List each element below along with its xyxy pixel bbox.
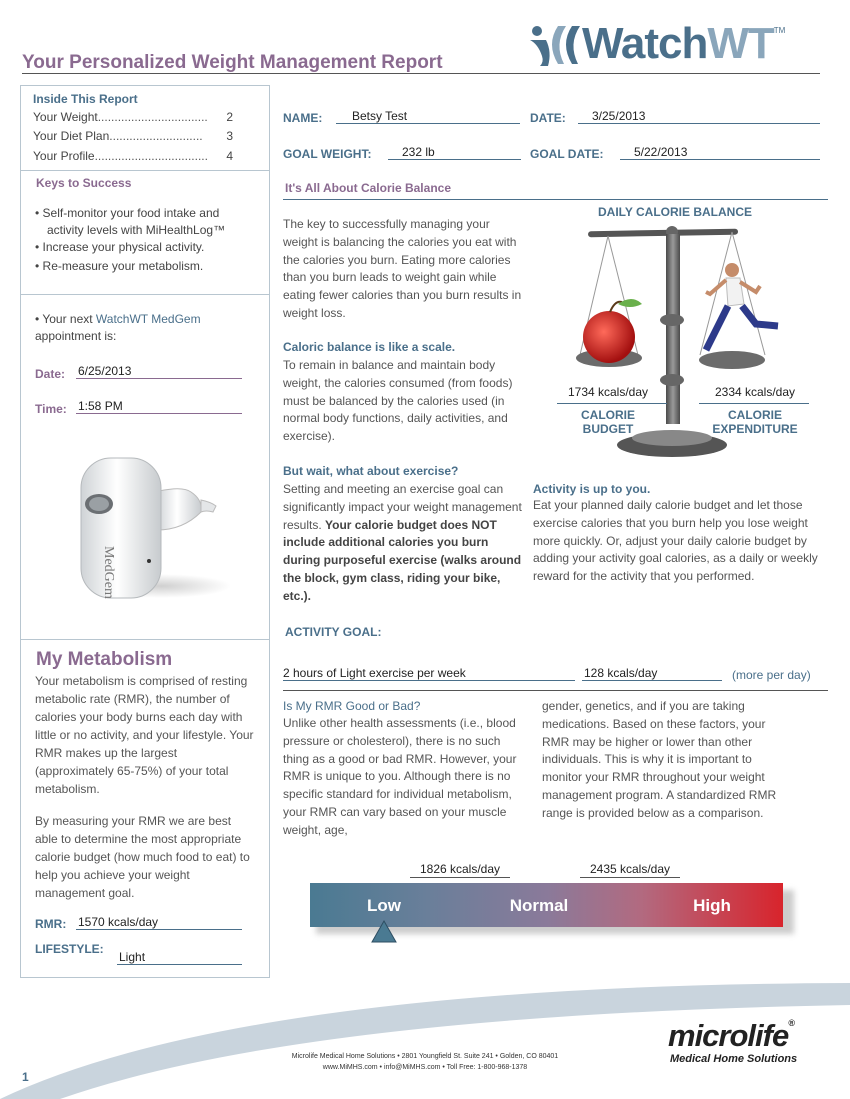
appointment-date-value: 6/25/2013 — [76, 364, 242, 379]
watchwt-figure-icon — [528, 22, 582, 66]
goal-date-value: 5/22/2013 — [620, 145, 820, 160]
page-number: 1 — [22, 1070, 29, 1084]
key-bullet: • Self-monitor your food intake and — [35, 206, 220, 220]
name-value: Betsy Test — [336, 109, 520, 124]
rmr-value: 1570 kcals/day — [76, 915, 242, 930]
toc-row — [33, 110, 233, 124]
metabolism-title: My Metabolism — [36, 649, 173, 670]
logo-wordmark — [582, 19, 774, 68]
logo-accent: WT — [707, 19, 774, 68]
high-threshold: 2435 kcals/day — [589, 862, 671, 876]
appointment-time-label: Time: — [35, 402, 67, 416]
date-label: DATE: — [530, 111, 566, 125]
toc-page: 2 — [226, 110, 233, 124]
metabolism-paragraph-2: By measuring your RMR we are best able to determine the most appropriate calorie budget (how much food to eat) to help you achieve your weight management goal. — [35, 814, 250, 900]
budget-label-line-1: CALORIE — [581, 408, 635, 422]
toc-row — [33, 149, 233, 163]
inside-report-title: Inside This Report — [33, 92, 138, 106]
lifestyle-value: Light — [117, 950, 242, 965]
budget-label-line-2: BUDGET — [582, 422, 634, 436]
key-bullet: • Re-measure your metabolism. — [35, 259, 204, 273]
toc-page: 4 — [226, 149, 233, 163]
toc-label: Your Diet Plan — [33, 129, 110, 143]
sidebar-divider — [21, 294, 269, 295]
balance-section-title: It's All About Calorie Balance — [285, 181, 451, 195]
toc-label: Your Weight — [33, 110, 98, 124]
activity-goal-note: (more per day) — [732, 668, 811, 682]
appointment-suffix: appointment is: — [35, 329, 117, 343]
goal-date-label: GOAL DATE: — [530, 147, 604, 161]
footer-address-line-2: www.MiMHS.com • info@MiMHS.com • Toll Free: 1-800-968-1378 — [322, 1064, 528, 1071]
metabolism-paragraph-1: Your metabolism is comprised of resting metabolic rate (RMR), the number of calories your body burns each day with little or no activity, and your lifestyle. Your RMR makes up the largest (approximately 65-75%) of your total metabolism. — [35, 674, 254, 796]
sidebar-divider — [21, 639, 269, 640]
name-label: NAME: — [283, 111, 323, 125]
toc-dots: .................................. — [94, 149, 208, 163]
sidebar — [20, 85, 270, 978]
scale-heading: Caloric balance is like a scale. — [283, 340, 456, 354]
rmr-heading: Is My RMR Good or Bad? — [283, 699, 421, 713]
logo-trademark: TM — [773, 26, 786, 35]
microlife-subtitle: Medical Home Solutions — [670, 1053, 798, 1065]
device-label: MedGem — [101, 546, 116, 599]
goal-weight-value: 232 lb — [388, 145, 521, 160]
footer-address — [255, 1051, 595, 1073]
lifestyle-label: LIFESTYLE: — [35, 942, 104, 956]
microlife-logo — [668, 1018, 794, 1054]
expenditure-label-line-1: CALORIE — [728, 408, 782, 422]
report-title: Your Personalized Weight Management Report — [22, 52, 443, 73]
key-bullet-continued: activity levels with MiHealthLog™ — [47, 223, 226, 237]
appointment-link: WatchWT MedGem — [95, 312, 201, 326]
logo-main: Watch — [582, 19, 708, 68]
exercise-text-plain: Setting and meeting an exercise goal can significantly impact your weight management results. — [283, 482, 522, 532]
appointment-date-label: Date: — [35, 367, 66, 381]
section-rule — [283, 690, 828, 691]
budget-underline — [557, 403, 667, 404]
expenditure-label-line-2: EXPENDITURE — [712, 422, 798, 436]
activity-text: Eat your planned daily calorie budget and let those exercise calories that you burn help you lose weight more quickly. Or, adjust your daily calorie budget by adding your activity goal calories, as a daily or weekly reward for the activity that you performed. — [533, 498, 818, 584]
microlife-wordmark: microlife — [668, 1018, 789, 1053]
expenditure-underline — [699, 403, 809, 404]
activity-goal-kcals: 128 kcals/day — [582, 666, 722, 681]
appointment-text — [35, 311, 255, 345]
range-high-label: High — [693, 896, 731, 915]
medgem-device-image — [71, 446, 231, 606]
sidebar-divider — [21, 170, 269, 171]
low-threshold: 1826 kcals/day — [419, 862, 501, 876]
exercise-text-bold: Your calorie budget does NOT include additional calories you burn during purposeful exercise (walks around the block, gym class, riding your bike, etc.). — [283, 517, 522, 603]
scale-text: To remain in balance and maintain body weight, the calories consumed (from foods) must be balanced by the calories used (in normal body functions, daily activities, and exercise). — [283, 358, 513, 444]
toc-dots: ............................ — [109, 129, 203, 143]
budget-label — [557, 408, 659, 436]
diagram-title: DAILY CALORIE BALANCE — [597, 205, 752, 219]
appointment-prefix: • Your next — [35, 312, 96, 326]
watchwt-logo — [528, 19, 786, 68]
rmr-label: RMR: — [35, 917, 67, 931]
range-low-label: Low — [367, 896, 401, 915]
activity-heading: Activity is up to you. — [533, 482, 651, 496]
expenditure-value: 2334 kcals/day — [714, 385, 796, 399]
apple-icon — [583, 311, 635, 363]
date-value: 3/25/2013 — [578, 109, 820, 124]
title-rule — [22, 73, 820, 74]
toc-label: Your Profile — [33, 149, 95, 163]
rmr-column-2: gender, genetics, and if you are taking medications. Based on these factors, your RMR may be higher or lower than other individuals. This is why it is important to monitor your RMR throughout your weight management program. A standardized RMR range is provided below as a comparison. — [542, 699, 777, 820]
high-threshold-underline — [580, 877, 680, 878]
exercise-text — [283, 481, 523, 606]
goal-weight-label: GOAL WEIGHT: — [283, 147, 372, 161]
activity-goal-label: ACTIVITY GOAL: — [285, 625, 382, 639]
low-threshold-underline — [410, 877, 510, 878]
exercise-heading: But wait, what about exercise? — [283, 464, 459, 478]
activity-goal-value: 2 hours of Light exercise per week — [283, 666, 575, 681]
toc-row — [33, 129, 233, 143]
toc-page: 3 — [226, 129, 233, 143]
appointment-time-value: 1:58 PM — [76, 399, 242, 414]
runner-icon — [706, 263, 778, 350]
range-normal-label: Normal — [509, 896, 569, 915]
key-bullet: • Increase your physical activity. — [35, 240, 205, 254]
budget-value: 1734 kcals/day — [567, 385, 649, 399]
expenditure-label — [700, 408, 810, 436]
rmr-marker-triangle-icon — [371, 920, 397, 944]
balance-intro: The key to successfully managing your weight is balancing the calories you eat with the calories you burn. Eating more calories than you burn leads to weight gain while eating fewer calories than you burn results in weight loss. — [283, 217, 522, 320]
rmr-column-1: Unlike other health assessments (i.e., blood pressure or cholesterol), there is no such thing as a good or bad RMR. However, your RMR is unique to you. Although there is no specific standard for individual metabolism, your RMR can vary based on your muscle weight, age, — [283, 716, 517, 837]
toc-dots: ................................. — [97, 110, 208, 124]
keys-title: Keys to Success — [36, 176, 132, 190]
section-rule — [283, 199, 828, 200]
footer-address-line-1: Microlife Medical Home Solutions • 2801 Youngfield St. Suite 241 • Golden, CO 80401 — [291, 1053, 559, 1060]
microlife-registered: ® — [788, 1018, 794, 1028]
